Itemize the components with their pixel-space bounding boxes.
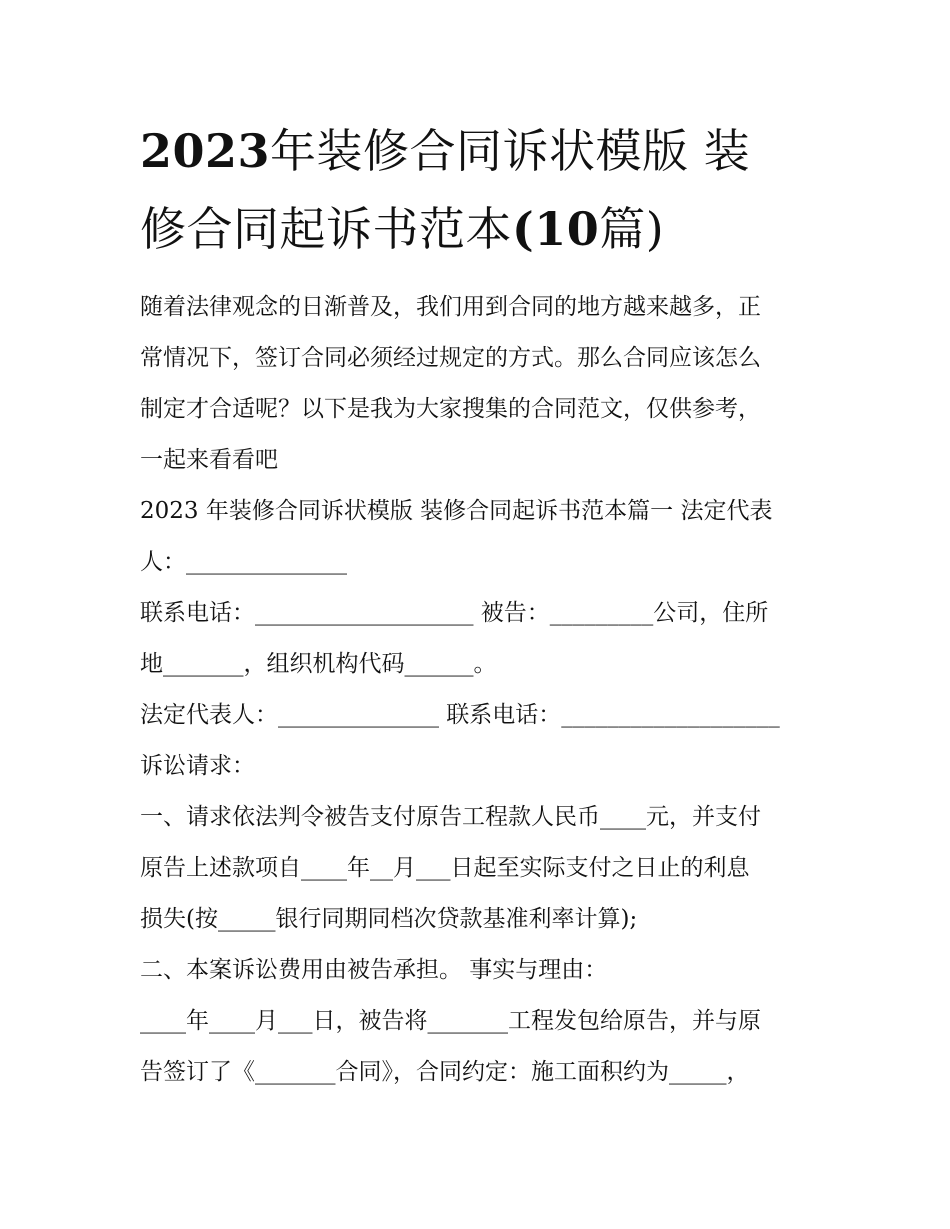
- section-heading-line: 2023 年装修合同诉状模版 装修合同起诉书范本篇一 法定代表: [140, 498, 773, 524]
- body-line: 一起来看看吧: [140, 447, 278, 473]
- body-line: 人：______________: [140, 549, 347, 575]
- title-line1: 年装修合同诉状模版 装: [270, 124, 751, 178]
- body-line: 二、本案诉讼费用由被告承担。 事实与理由：: [140, 957, 608, 983]
- body-line: 法定代表人：______________ 联系电话：___________________: [140, 702, 780, 728]
- body-line: 告签订了《_______合同》，合同约定：施工面积约为_____，: [140, 1059, 750, 1085]
- body-line: ____年____月___日，被告将_______工程发包给原告，并与原: [140, 1008, 761, 1034]
- document-page: [140, 112, 815, 1098]
- body-line: 联系电话：___________________ 被告：_________公司，住所: [140, 600, 769, 626]
- body-line: 损失(按_____银行同期同档次贷款基准利率计算);: [140, 906, 638, 932]
- title-year: 2023: [140, 124, 271, 178]
- title-count: (10: [512, 202, 600, 256]
- body-line: 随着法律观念的日渐普及，我们用到合同的地方越来越多，正: [140, 294, 761, 320]
- document-title: [140, 112, 815, 268]
- body-line: 原告上述款项自____年__月___日起至实际支付之日止的利息: [140, 855, 750, 881]
- body-line: 制定才合适呢？以下是我为大家搜集的合同范文，仅供参考，: [140, 396, 761, 422]
- body-line: 一、请求依法判令被告支付原告工程款人民币____元，并支付: [140, 804, 761, 830]
- body-line: 地_______，组织机构代码______。: [140, 651, 497, 677]
- title-line2: 修合同起诉书范本: [140, 202, 512, 256]
- body-line: 诉讼请求：: [140, 753, 255, 779]
- body-line: 常情况下，签订合同必须经过规定的方式。那么合同应该怎么: [140, 345, 761, 371]
- title-count-suffix: 篇): [599, 202, 665, 256]
